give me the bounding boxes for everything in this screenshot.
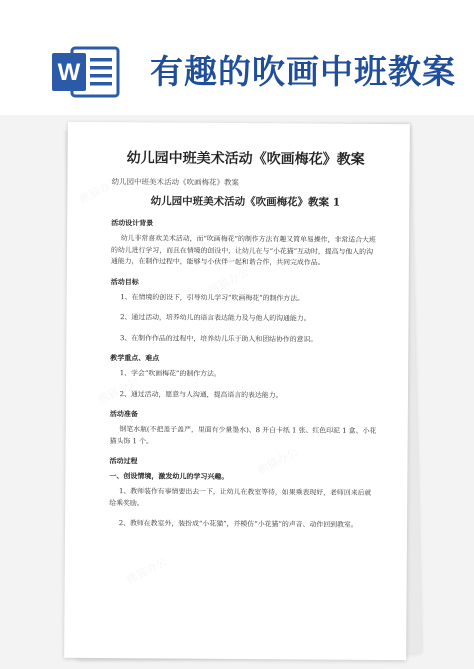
section-paragraph: 幼儿非常喜欢美术活动，而“吹画梅花”的制作方法有趣又简单易操作，非常适合大班的幼儿进行学习，而且在情境的创设中，让幼儿在与“小花猫”互动时，提高与他人的沟通能力，在制作过程中，能够与小伙伴一起和谐合作，共同完成作品。 <box>110 234 376 267</box>
header-banner <box>0 0 474 115</box>
list-item: 1、在情境的创设下，引导幼儿学习“吹画梅花”的制作方法。 <box>120 292 305 302</box>
section-preparation <box>110 409 378 449</box>
section-step-one <box>109 471 377 531</box>
word-document-icon <box>50 44 128 100</box>
watermark: 熊猫办公 <box>206 265 252 298</box>
list-item: 1、教师装作有事情要出去一下，让幼儿在教室等待，如果乘表现好，老师回来后就给乘奖励。 <box>109 487 372 507</box>
watermark: 熊猫办公 <box>95 374 141 407</box>
document-page <box>64 122 410 660</box>
section-heading: 活动目标 <box>110 276 139 286</box>
list-item: 2、教师在教室外，装扮成“小花猫”，并模仿“小花猫”的声音、动作回到教室。 <box>118 519 358 529</box>
word-icon-letter: W <box>57 59 81 86</box>
section-background <box>111 218 379 269</box>
document-content <box>109 149 380 540</box>
section-heading: 一、创设情境，激发幼儿的学习兴趣。 <box>109 471 229 481</box>
list-item: 1、学会“吹画梅花”的制作方法。 <box>119 369 221 378</box>
section-heading: 活动设计背景 <box>111 218 154 228</box>
section-heading: 活动过程 <box>109 456 138 466</box>
watermark: 熊猫办公 <box>124 554 170 587</box>
section-paragraph: 钢笔水瓶(不把盖子盖严，里面有少量墨水)、8 开白卡纸 1 张、红色印泥 1 盒、小花猫头饰 1 个。 <box>109 425 377 445</box>
list-item: 2、通过活动，培养幼儿的语言表达能力及与他人的沟通能力。 <box>120 313 311 323</box>
document-title: 幼儿园中班美术活动《吹画梅花》教案 <box>126 150 365 168</box>
banner-title: 有趣的吹画中班教案 <box>150 52 456 91</box>
watermark: 熊猫办公 <box>255 445 301 478</box>
section-heading: 活动准备 <box>109 409 138 419</box>
section-key-points <box>110 353 378 402</box>
section-heading: 教学重点、难点 <box>110 353 160 363</box>
document-subtitle: 幼儿园中班美术活动《吹画梅花》教案 <box>111 177 239 188</box>
section-process <box>109 456 377 468</box>
section-goals <box>110 277 378 346</box>
list-item: 3、在制作作品的过程中，培养幼儿乐于助人和团结协作的意识。 <box>119 333 318 344</box>
list-item: 2、通过活动，愿意与人沟通，提高语言的表达能力。 <box>119 389 283 399</box>
watermark: 熊猫办公 <box>77 174 123 207</box>
document-heading: 幼儿园中班美术活动《吹画梅花》教案 1 <box>150 195 341 209</box>
